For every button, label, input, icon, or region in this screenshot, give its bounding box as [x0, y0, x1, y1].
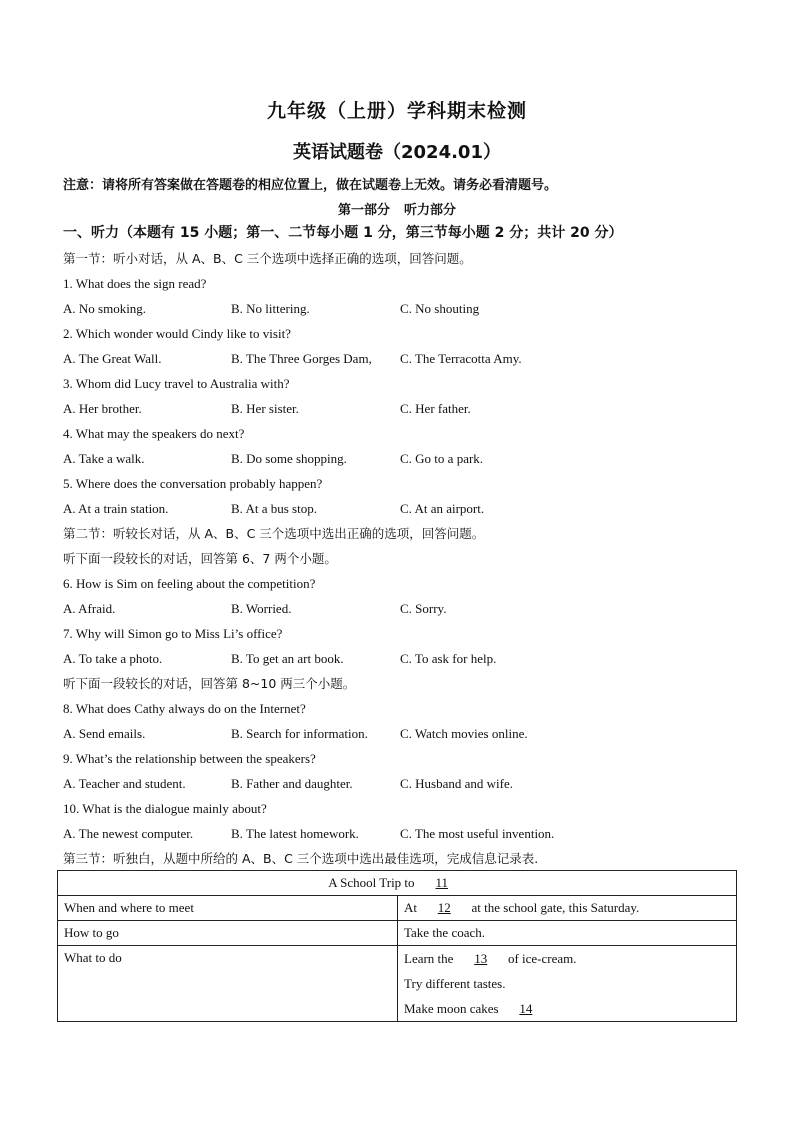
group-intro: 听下面一段较长的对话，回答第 8~10 两三个小题。 — [63, 676, 356, 691]
section1-instruction: 第一节：听小对话，从 A、B、C 三个选项中选择正确的选项，回答问题。 — [63, 251, 472, 266]
row-value: Take the coach. — [398, 921, 737, 946]
blank-12: 12 — [437, 900, 451, 915]
question-options — [63, 346, 743, 371]
blank-11: 11 — [435, 875, 449, 890]
option-c: C. Go to a park. — [400, 451, 484, 466]
question-options — [63, 771, 743, 796]
option-c: C. Her father. — [400, 401, 471, 416]
row-value — [398, 896, 737, 921]
question-stem: 1. What does the sign read? — [63, 276, 207, 291]
option-a: A. Send emails. — [63, 726, 146, 741]
option-a: A. At a train station. — [63, 501, 169, 516]
option-b: B. Do some shopping. — [231, 451, 347, 466]
option-b: B. Search for information. — [231, 726, 368, 741]
table-row — [58, 871, 737, 896]
option-a: A. No smoking. — [63, 301, 147, 316]
question-stem: 3. Whom did Lucy travel to Australia with? — [63, 376, 290, 391]
option-b: B. No littering. — [231, 301, 310, 316]
row-label: How to go — [58, 921, 398, 946]
option-a: A. Afraid. — [63, 601, 116, 616]
question-options — [63, 496, 743, 521]
question-options — [63, 296, 743, 321]
section-title: 一、听力（本题有 15 小题；第一、二节每小题 1 分，第三节每小题 2 分；共计 20 分） — [63, 225, 623, 241]
option-a: A. Take a walk. — [63, 451, 145, 466]
activity-suffix: of ice-cream. — [507, 951, 577, 966]
row-label: When and where to meet — [58, 896, 398, 921]
row-value-suffix: at the school gate, this Saturday. — [471, 900, 640, 915]
option-a: A. The newest computer. — [63, 826, 194, 841]
question-options — [63, 721, 743, 746]
option-c: C. At an airport. — [400, 501, 485, 516]
option-c: C. Husband and wife. — [400, 776, 514, 791]
option-c: C. The most useful invention. — [400, 826, 555, 841]
question-stem: 6. How is Sim on feeling about the competition? — [63, 576, 316, 591]
table-title-text: A School Trip to — [328, 875, 415, 890]
question-options — [63, 646, 743, 671]
activity-prefix: Make moon cakes — [404, 1001, 499, 1016]
question-stem: 9. What’s the relationship between the speakers? — [63, 751, 316, 766]
row-value-prefix: At — [404, 900, 417, 915]
exam-title: 九年级（上册）学科期末检测 — [266, 100, 527, 122]
question-options — [63, 596, 743, 621]
part-label: 第一部分 — [337, 203, 390, 218]
question-stem: 4. What may the speakers do next? — [63, 426, 245, 441]
option-c: C. Sorry. — [400, 601, 447, 616]
table-row — [58, 946, 737, 1022]
option-c: C. Watch movies online. — [400, 726, 528, 741]
part-heading — [0, 199, 794, 218]
activity-line — [404, 996, 730, 1021]
row-value — [398, 946, 737, 1022]
exam-subtitle: 英语试题卷（2024.01） — [293, 142, 501, 163]
option-c: C. No shouting — [400, 301, 480, 316]
option-b: B. To get an art book. — [231, 651, 344, 666]
option-c: C. To ask for help. — [400, 651, 497, 666]
option-a: A. To take a photo. — [63, 651, 163, 666]
option-a: A. Teacher and student. — [63, 776, 186, 791]
activity-prefix: Learn the — [404, 951, 454, 966]
group-intro: 听下面一段较长的对话，回答第 6、7 两个小题。 — [63, 551, 337, 566]
question-list — [63, 246, 743, 871]
table-row — [58, 921, 737, 946]
option-b: B. The Three Gorges Dam, — [231, 351, 372, 366]
activity-line — [404, 946, 730, 971]
blank-13: 13 — [474, 951, 488, 966]
question-options — [63, 821, 743, 846]
question-stem: 8. What does Cathy always do on the Internet? — [63, 701, 306, 716]
option-b: B. Father and daughter. — [231, 776, 353, 791]
option-b: B. The latest homework. — [231, 826, 359, 841]
option-b: B. Worried. — [231, 601, 292, 616]
option-b: B. Her sister. — [231, 401, 299, 416]
question-stem: 2. Which wonder would Cindy like to visit? — [63, 326, 291, 341]
activity-line: Try different tastes. — [404, 976, 506, 991]
exam-notice: 注意：请将所有答案做在答题卷的相应位置上，做在试题卷上无效。请务必看清题号。 — [63, 178, 558, 193]
question-stem: 10. What is the dialogue mainly about? — [63, 801, 267, 816]
question-options — [63, 446, 743, 471]
option-b: B. At a bus stop. — [231, 501, 317, 516]
question-stem: 7. Why will Simon go to Miss Li’s office? — [63, 626, 283, 641]
option-a: A. The Great Wall. — [63, 351, 162, 366]
section2-instruction: 第二节：听较长对话，从 A、B、C 三个选项中选出正确的选项，回答问题。 — [63, 526, 485, 541]
table-title — [58, 871, 737, 896]
blank-14: 14 — [519, 1001, 533, 1016]
option-a: A. Her brother. — [63, 401, 142, 416]
table-row — [58, 896, 737, 921]
option-c: C. The Terracotta Amy. — [400, 351, 522, 366]
part-name: 听力部分 — [404, 203, 457, 218]
section3-instruction: 第三节：听独白，从题中所给的 A、B、C 三个选项中选出最佳选项，完成信息记录表. — [63, 851, 539, 866]
question-stem: 5. Where does the conversation probably happen? — [63, 476, 323, 491]
row-label: What to do — [58, 946, 398, 1022]
question-options — [63, 396, 743, 421]
info-record-table — [57, 870, 737, 1022]
